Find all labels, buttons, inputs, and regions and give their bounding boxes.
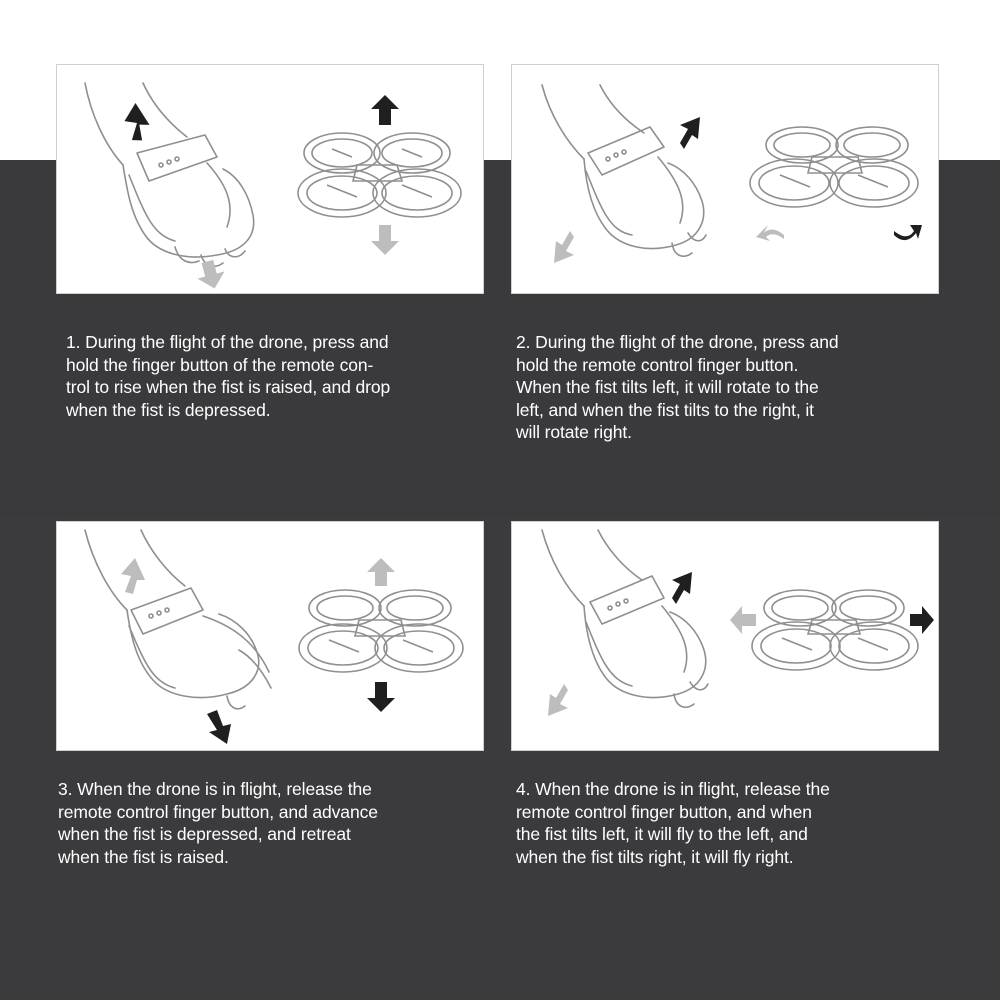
step-caption-4 (516, 778, 936, 868)
step-caption-2 (516, 331, 936, 444)
arrows (554, 117, 922, 263)
hand-with-wristband (542, 85, 706, 256)
arrows (121, 558, 395, 744)
illustration-panel-1 (56, 64, 484, 294)
caption-line: when the fist is depressed, and retreat (58, 824, 351, 844)
drone (298, 133, 461, 217)
step-caption-3 (58, 778, 478, 868)
hand-with-wristband (85, 530, 271, 709)
caption-line: 2. During the flight of the drone, press and (516, 332, 839, 352)
arrow-down-light-icon (371, 225, 399, 255)
caption-line: left, and when the fist tilts to the right, it (516, 399, 814, 420)
caption-line: when the fist is depressed. (66, 399, 271, 420)
step-caption-1 (66, 331, 486, 421)
arrow-down-icon (207, 710, 231, 744)
caption-line: the fist tilts left, it will fly to the left, and (516, 824, 808, 844)
caption-line: will rotate right. (516, 422, 632, 442)
rotate-left-light-icon (756, 225, 784, 241)
arrow-left-light-icon (730, 606, 756, 634)
caption-line: when the fist is raised. (58, 846, 229, 867)
caption-line: when the fist tilts right, it will fly right. (516, 846, 794, 867)
illustration-panel-4 (511, 521, 939, 751)
drone (299, 590, 463, 672)
illustration-panel-3 (56, 521, 484, 751)
hand-with-wristband (85, 83, 254, 266)
arrow-up-right-icon (672, 572, 692, 604)
arrow-up-right-icon (680, 117, 700, 149)
hand-with-wristband (542, 530, 708, 707)
caption-line: When the fist tilts left, it will rotate to the (516, 377, 819, 397)
rotate-right-icon (894, 225, 922, 240)
caption-line: 1. During the flight of the drone, press and (66, 332, 389, 352)
caption-line: 3. When the drone is in flight, release the (58, 779, 372, 799)
caption-line: remote control finger button, and when (516, 801, 812, 822)
hand-drone-illustration-3 (57, 522, 485, 752)
hand-drone-illustration-1 (57, 65, 485, 295)
arrow-down-left-light-icon (548, 684, 568, 716)
arrow-up-icon (371, 95, 399, 125)
arrow-up-light-icon (121, 558, 145, 594)
arrow-up-light-icon (367, 558, 395, 586)
arrow-down-left-light-icon (554, 231, 574, 263)
hand-drone-illustration-2 (512, 65, 940, 295)
caption-line: hold the finger button of the remote con- (66, 354, 374, 375)
caption-line: hold the remote control finger button. (516, 354, 799, 375)
drone (750, 127, 918, 207)
arrow-down-icon (367, 682, 395, 712)
caption-line: 4. When the drone is in flight, release the (516, 779, 830, 799)
arrow-right-icon (910, 606, 934, 634)
caption-line: trol to rise when the fist is raised, and drop (66, 377, 391, 397)
arrow-up-icon (122, 101, 152, 143)
hand-drone-illustration-4 (512, 522, 940, 752)
illustration-panel-2 (511, 64, 939, 294)
caption-line: remote control finger button, and advance (58, 801, 378, 822)
arrows (548, 572, 934, 716)
drone (752, 590, 918, 670)
arrows (122, 95, 399, 292)
